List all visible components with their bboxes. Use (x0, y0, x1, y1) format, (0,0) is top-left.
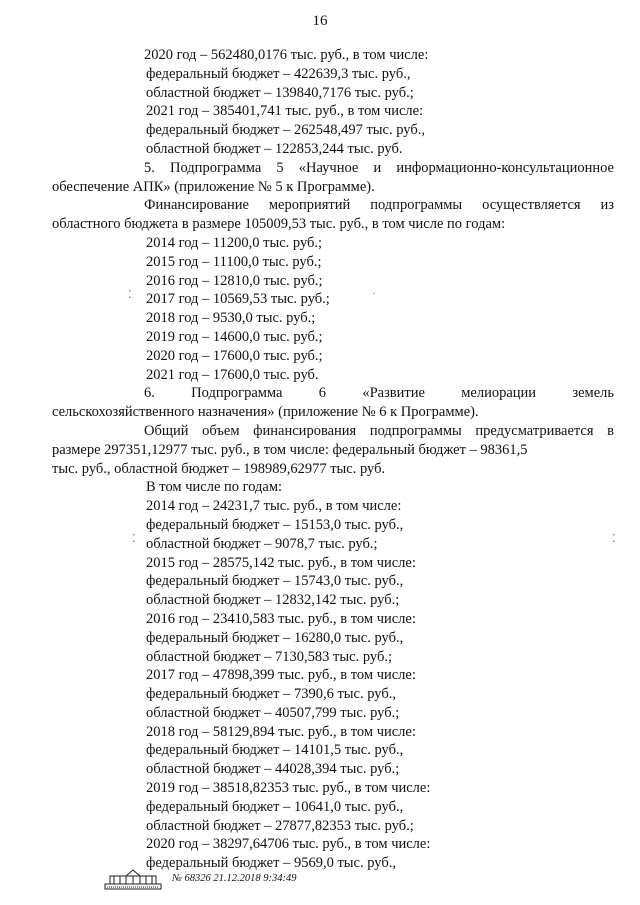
subprogram-5-financing-cont: областного бюджета в размере 105009,53 тыс. руб., в том числе по годам: (52, 216, 506, 233)
year-line: 2018 год – 58129,894 тыс. руб., в том числе: (146, 723, 416, 740)
subprogram-6-title-cont: сельскохозяйственного назначения» (приложение № 6 к Программе). (52, 404, 479, 421)
registration-stamp: № 68326 21.12.2018 9:34:49 (172, 873, 297, 884)
scan-speck-icon: ⁚ (132, 533, 136, 545)
year-line: 2016 год – 23410,583 тыс. руб., в том числе: (146, 610, 416, 627)
year-line: областной бюджет – 7130,583 тыс. руб.; (146, 648, 392, 665)
year-line: 2020 год – 17600,0 тыс. руб.; (146, 347, 323, 364)
text-line: 2020 год – 562480,0176 тыс. руб., в том числе: (144, 47, 429, 63)
subprogram-5-title: 5. Подпрограмма 5 «Научное и информационно-консультационное (144, 159, 614, 176)
year-line: областной бюджет – 40507,799 тыс. руб.; (146, 704, 400, 721)
subprogram-6-total-cont: размере 297351,12977 тыс. руб., в том числе: федеральный бюджет – 98361,5 (52, 441, 528, 458)
document-footer (104, 868, 297, 890)
scan-speck-icon: ⁚ (612, 533, 616, 545)
by-years-heading: В том числе по годам: (146, 479, 283, 496)
year-line: федеральный бюджет – 10641,0 тыс. руб., (146, 798, 404, 815)
year-line: 2019 год – 38518,82353 тыс. руб., в том числе: (146, 780, 431, 797)
year-line: 2020 год – 38297,64706 тыс. руб., в том числе: (146, 836, 431, 853)
subprogram-6-title: 6. Подпрограмма 6 «Развитие мелиорации земель (144, 385, 614, 402)
year-line: 2015 год – 11100,0 тыс. руб.; (146, 253, 322, 270)
subprogram-5-financing: Финансирование мероприятий подпрограммы осуществляется из (144, 197, 614, 214)
scan-speck-icon: · (372, 288, 376, 300)
year-line: областной бюджет – 27877,82353 тыс. руб.; (146, 817, 414, 834)
year-line: федеральный бюджет – 15743,0 тыс. руб., (146, 573, 404, 590)
subprogram-6-total: Общий объем финансирования подпрограммы предусматривается в (144, 422, 614, 439)
year-line: 2019 год – 14600,0 тыс. руб.; (146, 328, 323, 345)
year-line: областной бюджет – 12832,142 тыс. руб.; (146, 592, 400, 609)
text-line: федеральный бюджет – 262548,497 тыс. руб., (146, 122, 425, 139)
year-line: федеральный бюджет – 16280,0 тыс. руб., (146, 629, 404, 646)
year-line: 2015 год – 28575,142 тыс. руб., в том числе: (146, 554, 416, 571)
year-line: 2014 год – 24231,7 тыс. руб., в том числе: (146, 498, 402, 515)
building-seal-icon (104, 868, 162, 890)
year-line: федеральный бюджет – 14101,5 тыс. руб., (146, 742, 404, 759)
text-line: областной бюджет – 139840,7176 тыс. руб.; (146, 84, 414, 101)
scan-speck-icon: ⁚ (128, 289, 132, 301)
text-line: областной бюджет – 122853,244 тыс. руб. (146, 140, 403, 157)
year-line: федеральный бюджет – 9569,0 тыс. руб., (146, 855, 396, 872)
document-body (52, 46, 614, 873)
year-line: 2021 год – 17600,0 тыс. руб. (146, 366, 319, 383)
subprogram-6-total-cont: тыс. руб., областной бюджет – 198989,62977 тыс. руб. (52, 460, 386, 477)
year-line: 2018 год – 9530,0 тыс. руб.; (146, 310, 316, 327)
year-line: областной бюджет – 9078,7 тыс. руб.; (146, 535, 378, 552)
year-line: 2014 год – 11200,0 тыс. руб.; (146, 234, 323, 251)
text-line: 2021 год – 385401,741 тыс. руб., в том числе: (146, 103, 424, 120)
year-line: областной бюджет – 44028,394 тыс. руб.; (146, 761, 400, 778)
year-line: федеральный бюджет – 15153,0 тыс. руб., (146, 516, 404, 533)
year-line: 2017 год – 47898,399 тыс. руб., в том числе: (146, 667, 416, 684)
page-number: 16 (312, 13, 328, 29)
subprogram-5-title-cont: обеспечение АПК» (приложение № 5 к Программе). (52, 178, 375, 195)
year-line: 2017 год – 10569,53 тыс. руб.; (146, 291, 330, 308)
year-line: федеральный бюджет – 7390,6 тыс. руб., (146, 686, 396, 703)
text-line: федеральный бюджет – 422639,3 тыс. руб., (146, 65, 411, 82)
year-line: 2016 год – 12810,0 тыс. руб.; (146, 272, 323, 289)
